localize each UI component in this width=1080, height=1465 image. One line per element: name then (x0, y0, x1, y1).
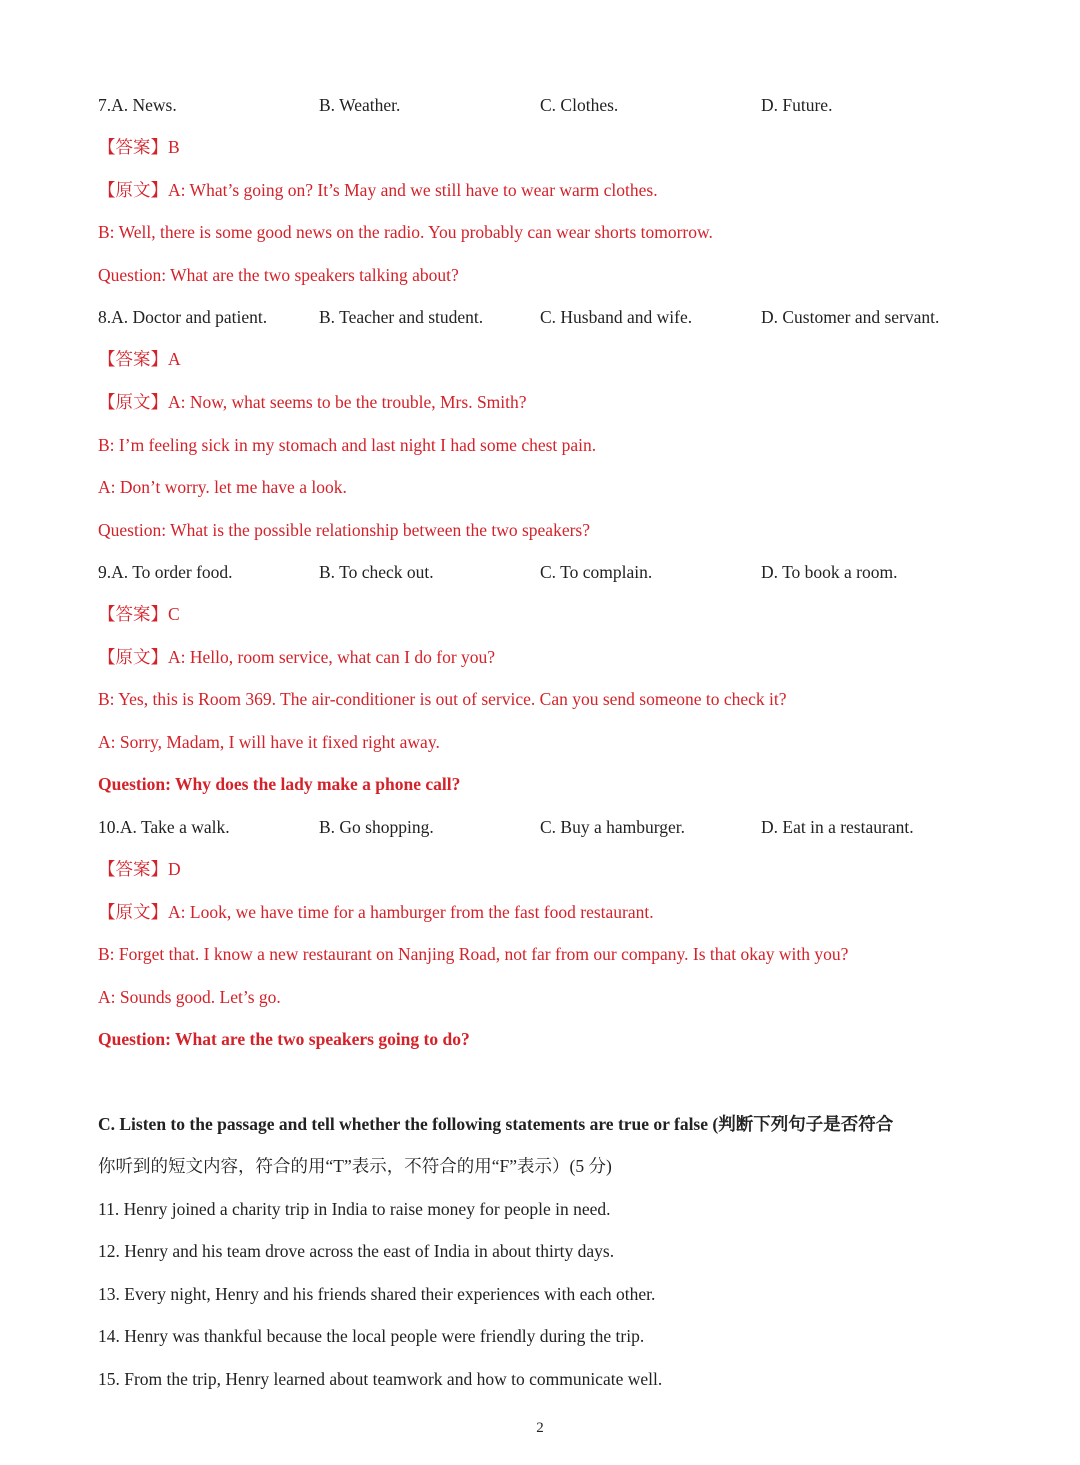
q8-transcript-line: B: I’m feeling sick in my stomach and last night I had some chest pain. (98, 435, 597, 455)
q7-options (98, 94, 998, 116)
q9-option-c: C. To complain. (540, 562, 653, 582)
q10-question: Question: What are the two speakers going to do? (98, 1029, 470, 1049)
statement-13: 13. Every night, Henry and his friends shared their experiences with each other. (98, 1284, 656, 1304)
statement-12: 12. Henry and his team drove across the east of India in about thirty days. (98, 1241, 615, 1261)
statement-11: 11. Henry joined a charity trip in India to raise money for people in need. (98, 1199, 611, 1219)
section-c-heading-continued: 你听到的短文内容，符合的用“T”表示，不符合的用“F”表示）(5 分) (98, 1156, 612, 1176)
q10-option-a: 10.A. Take a walk. (98, 817, 230, 837)
q7-option-d: D. Future. (761, 95, 833, 115)
statement-14: 14. Henry was thankful because the local people were friendly during the trip. (98, 1326, 645, 1346)
q7-option-a: 7.A. News. (98, 95, 177, 115)
q9-options (98, 561, 998, 583)
q10-option-d: D. Eat in a restaurant. (761, 817, 914, 837)
q7-transcript-line: 【原文】A: What’s going on? It’s May and we still have to wear warm clothes. (98, 180, 658, 200)
q8-transcript-line: 【原文】A: Now, what seems to be the trouble, Mrs. Smith? (98, 392, 527, 412)
q7-option-c: C. Clothes. (540, 95, 619, 115)
q8-question: Question: What is the possible relationship between the two speakers? (98, 520, 590, 540)
statement-15: 15. From the trip, Henry learned about teamwork and how to communicate well. (98, 1369, 663, 1389)
q9-transcript-line: 【原文】A: Hello, room service, what can I do for you? (98, 647, 496, 667)
q9-transcript-line: B: Yes, this is Room 369. The air-conditioner is out of service. Can you send someone to check it? (98, 689, 787, 709)
q10-transcript-line: A: Sounds good. Let’s go. (98, 987, 281, 1007)
q9-answer: 【答案】C (98, 604, 180, 624)
q7-question: Question: What are the two speakers talking about? (98, 265, 459, 285)
q8-option-d: D. Customer and servant. (761, 307, 940, 327)
q10-option-b: B. Go shopping. (319, 817, 434, 837)
q9-option-d: D. To book a room. (761, 562, 898, 582)
q7-option-b: B. Weather. (319, 95, 401, 115)
q9-option-b: B. To check out. (319, 562, 434, 582)
page-number: 2 (536, 1420, 544, 1436)
q10-transcript-line: 【原文】A: Look, we have time for a hamburger from the fast food restaurant. (98, 902, 654, 922)
q8-transcript-line: A: Don’t worry. let me have a look. (98, 477, 347, 497)
q8-option-a: 8.A. Doctor and patient. (98, 307, 268, 327)
q8-answer: 【答案】A (98, 349, 181, 369)
q10-answer: 【答案】D (98, 859, 181, 879)
q8-options (98, 306, 998, 328)
q10-transcript-line: B: Forget that. I know a new restaurant on Nanjing Road, not far from our company. Is that okay with you? (98, 944, 849, 964)
section-c-heading: C. Listen to the passage and tell whether the following statements are true or false (判断下列句子是否符合 (98, 1114, 894, 1134)
q8-option-b: B. Teacher and student. (319, 307, 484, 327)
q7-transcript-line: B: Well, there is some good news on the radio. You probably can wear shorts tomorrow. (98, 222, 713, 242)
q10-option-c: C. Buy a hamburger. (540, 817, 686, 837)
q9-transcript-line: A: Sorry, Madam, I will have it fixed right away. (98, 732, 440, 752)
q8-option-c: C. Husband and wife. (540, 307, 693, 327)
q9-option-a: 9.A. To order food. (98, 562, 233, 582)
q10-options (98, 816, 998, 838)
q7-answer: 【答案】B (98, 137, 180, 157)
q9-question: Question: Why does the lady make a phone call? (98, 774, 461, 794)
